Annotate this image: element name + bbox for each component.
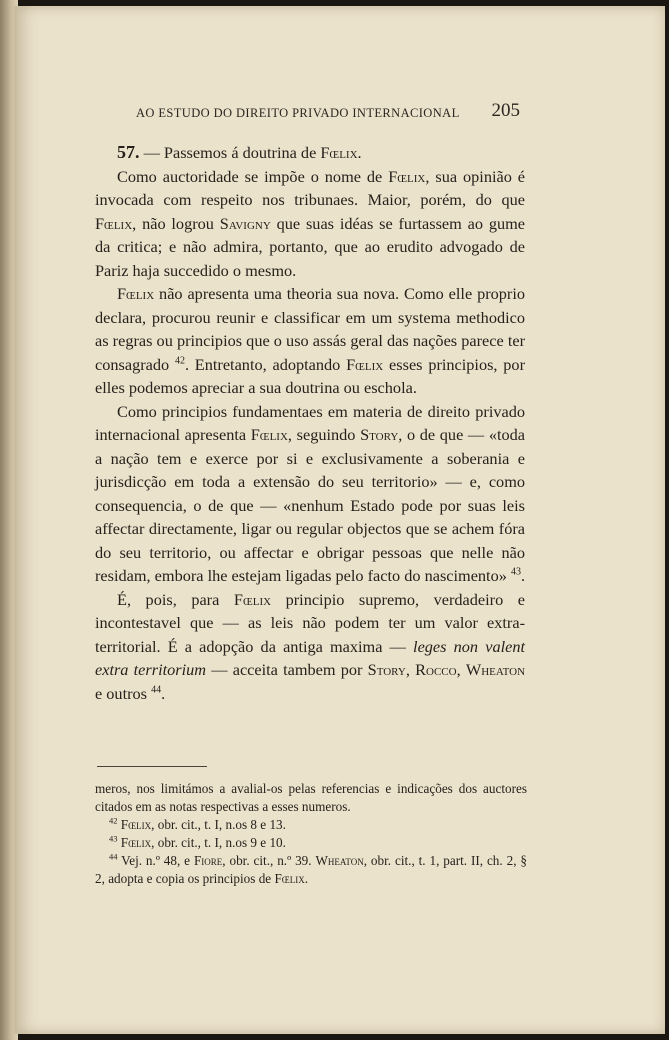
text-run: não apresenta uma theoria sua nova. Como elle proprio declara, procurou reunir e classificar em um systema methodico as regras ou principios que o uso assás geral das nações parece ter consagrado bbox=[95, 284, 525, 374]
text-run: . Entretanto, adoptando bbox=[184, 354, 347, 374]
author-name: Wheaton bbox=[465, 660, 526, 679]
text-run: , obr. cit., t. 1, part. II, ch. 2, § 2, adopta e copia os principios de bbox=[95, 853, 527, 886]
text-run: , o de que — «toda a nação tem e exerce por si e exclusivamente a soberania e jurisdicção em toda a extensão do seu territorio» — e, como consequencia, o de que — «nenhum Estado pode por suas leis affectar directamente, ligar ou regular objectos que se achem fóra do seu territorio, ou affectar e obrigar pessoas que nelle não residam, embora lhe estejam ligadas pelo facto do nascimento» bbox=[95, 425, 526, 585]
text-run: , obr. cit., n.º 39. bbox=[222, 853, 316, 868]
author-name: Fœlix bbox=[346, 354, 384, 374]
section-number: 57. bbox=[117, 142, 140, 162]
footnote-ref: 42 bbox=[174, 355, 185, 367]
latin-maxim: leges non valent extra territorium bbox=[95, 636, 526, 679]
author-name: Fœlix bbox=[250, 425, 288, 444]
text-run: . bbox=[304, 871, 309, 886]
author-name: Fœlix bbox=[95, 213, 133, 233]
author-name: Rocco bbox=[415, 660, 457, 679]
footnote-ref: 43 bbox=[510, 566, 521, 578]
author-name: Wheaton bbox=[315, 853, 364, 868]
text-run: Como auctoridade se impõe o nome de bbox=[117, 166, 389, 186]
text-run: , seguindo bbox=[287, 425, 361, 444]
text-run: e outros bbox=[95, 683, 152, 703]
text-run: , bbox=[456, 660, 466, 679]
text-run: , sua opinião é invocada com respeito nos tribunaes. Maior, porém, do que bbox=[95, 166, 526, 209]
text-run: — acceita tambem por bbox=[206, 660, 368, 679]
text-run: , obr. cit., t. I, n.os 8 e 13. bbox=[151, 817, 286, 832]
author-name: Savigny bbox=[219, 213, 271, 233]
footnote-42 bbox=[95, 816, 527, 834]
footnote-44 bbox=[95, 852, 527, 888]
section-heading-text: Passemos á doutrina de bbox=[163, 143, 321, 162]
author-name: Fœlix bbox=[117, 284, 155, 303]
author-name: Fœlix bbox=[274, 871, 305, 886]
text-run: principio supremo, verdadeiro e incontestavel que — as leis não podem ter um valor extra-territorial. É a adopção da antiga maxima — bbox=[95, 589, 526, 656]
footnote-rule bbox=[97, 766, 207, 767]
section-dash: — bbox=[139, 143, 164, 162]
text-run: que suas idéas se furtassem ao gume da critica; e não admira, portanto, que ao erudito advogado de Pariz haja succedido o mesmo. bbox=[95, 213, 526, 280]
paragraph-3 bbox=[95, 400, 525, 588]
running-header bbox=[120, 98, 520, 128]
page-number: 205 bbox=[491, 100, 520, 121]
footnote-marker: 44 bbox=[109, 851, 118, 862]
text-run: Vej. n.º 48, e bbox=[117, 853, 194, 868]
footnote-marker: 43 bbox=[109, 833, 118, 844]
paragraph-2 bbox=[95, 282, 525, 400]
text-run: Como principios fundamentaes em materia de direito privado internacional apresenta bbox=[95, 401, 525, 444]
author-name: Fœlix bbox=[233, 589, 272, 609]
author-name: Story bbox=[367, 660, 406, 679]
footnote-ref: 44 bbox=[151, 684, 162, 696]
text-run: . bbox=[520, 566, 526, 585]
footnote-43 bbox=[95, 834, 527, 852]
section-heading-end: . bbox=[357, 143, 362, 162]
text-run: . bbox=[161, 683, 166, 703]
author-name: Fœlix bbox=[120, 835, 152, 850]
footnote-marker: 42 bbox=[109, 815, 118, 826]
author-name: Fiore bbox=[193, 853, 223, 868]
author-name: Fœlix bbox=[120, 817, 152, 832]
text-run: , não logrou bbox=[132, 213, 220, 233]
footnote-continuation: meros, nos limitámos a avalial-os pelas referencias e indicações dos auctores citados em as notas respectivas a esses numeros. bbox=[95, 781, 527, 814]
author-name: Fœlix bbox=[388, 166, 426, 186]
text-run: É, pois, para bbox=[117, 589, 234, 609]
paragraph-4 bbox=[95, 588, 525, 706]
text-run: , bbox=[405, 660, 416, 679]
main-text bbox=[95, 141, 525, 705]
section-heading bbox=[95, 141, 525, 165]
text-run: , obr. cit., t. I, n.os 9 e 10. bbox=[151, 835, 286, 850]
running-title: AO ESTUDO DO DIREITO PRIVADO INTERNACIONAL bbox=[136, 106, 460, 120]
paragraph-1 bbox=[95, 165, 525, 283]
text-run: esses principios, por elles podemos apreciar a sua doutrina ou eschola. bbox=[95, 354, 525, 397]
author-name: Story bbox=[360, 425, 399, 444]
author-name: Fœlix bbox=[320, 143, 358, 162]
footnotes bbox=[95, 780, 527, 888]
